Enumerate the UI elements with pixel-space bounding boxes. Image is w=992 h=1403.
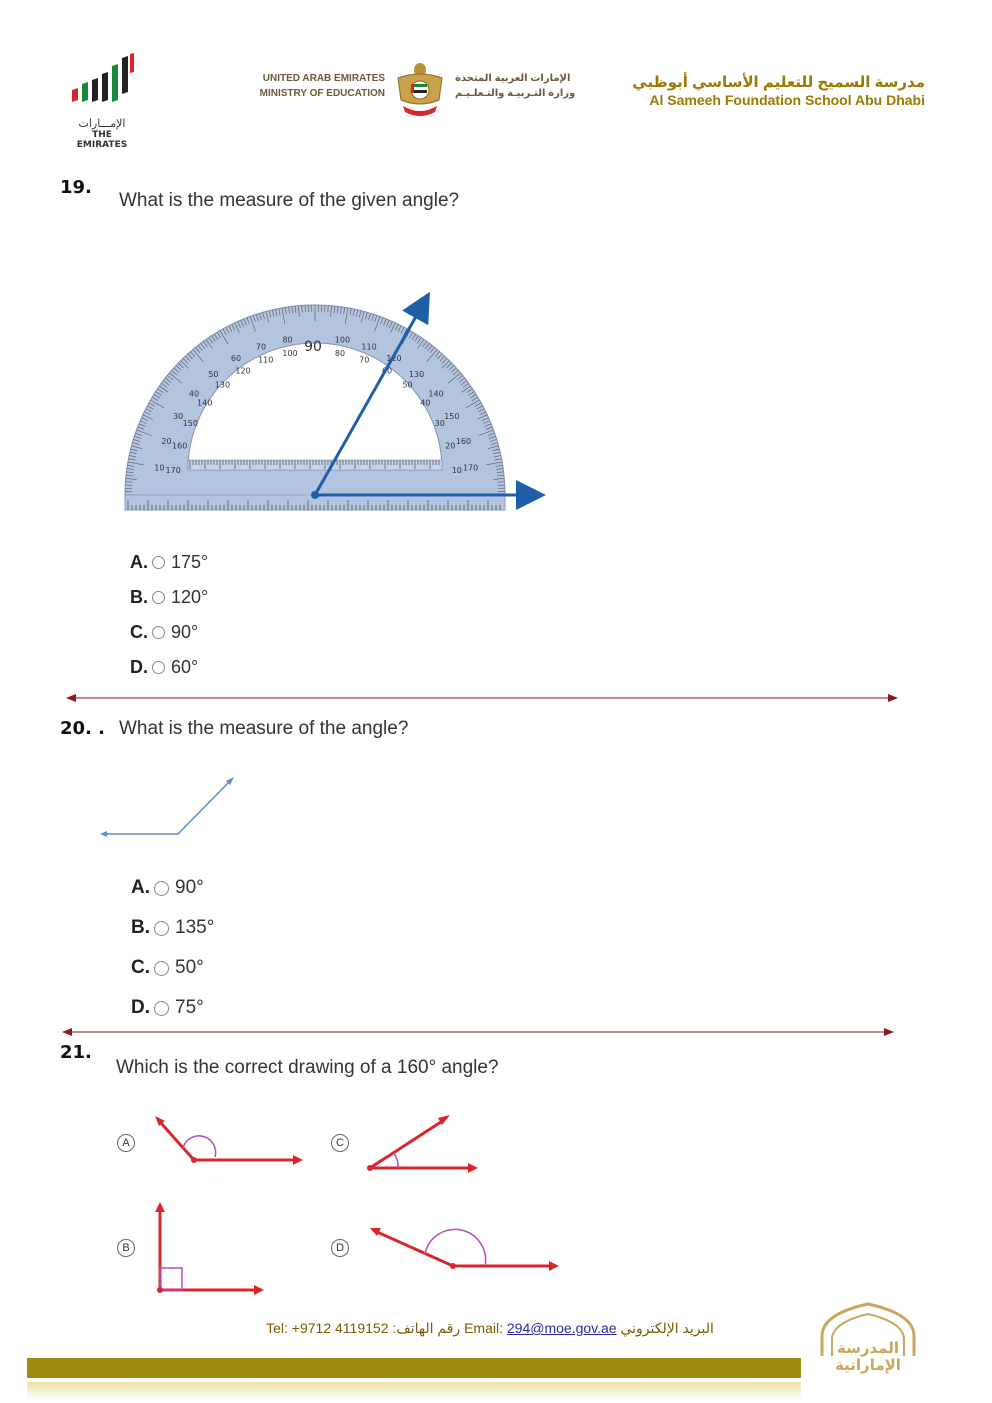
school-name-en: Al Sameeh Foundation School Abu Dhabi	[649, 92, 925, 108]
svg-text:110: 110	[361, 342, 377, 352]
school-logo-text: المدرسة الإماراتية	[835, 1340, 901, 1374]
radio-icon[interactable]	[152, 661, 165, 674]
protractor-figure	[120, 285, 560, 515]
q21-choice-c-drawing[interactable]	[360, 1110, 485, 1175]
q20-option-a[interactable]	[131, 868, 214, 908]
svg-text:40: 40	[188, 389, 200, 399]
q19-option-b[interactable]	[130, 580, 208, 615]
svg-text:40: 40	[420, 398, 431, 408]
q20-option-d[interactable]	[131, 988, 214, 1028]
footer-email-label: Email:	[464, 1320, 503, 1336]
q20-option-b[interactable]	[131, 908, 214, 948]
svg-text:20: 20	[161, 436, 172, 446]
option-value: 75°	[175, 997, 204, 1018]
ministry-en-line2: MINISTRY OF EDUCATION	[259, 88, 385, 99]
q21-choice-d-label[interactable]: D	[331, 1239, 349, 1257]
option-value: 60°	[171, 657, 199, 677]
svg-text:150: 150	[182, 419, 198, 428]
svg-text:50: 50	[402, 380, 413, 390]
q21-choice-c-label[interactable]: C	[331, 1134, 349, 1152]
option-value: 175°	[171, 552, 209, 572]
ministry-en	[250, 71, 385, 101]
option-letter: C.	[131, 957, 150, 978]
radio-icon[interactable]	[154, 881, 169, 896]
svg-text:140: 140	[197, 398, 213, 408]
ministry-en-line1: UNITED ARAB EMIRATES	[262, 73, 385, 84]
q21-choice-a-label[interactable]: A	[117, 1134, 135, 1152]
option-value: 90°	[171, 622, 199, 642]
radio-icon[interactable]	[152, 626, 165, 639]
option-letter: C.	[130, 622, 148, 642]
q21-choice-d-drawing[interactable]	[365, 1222, 565, 1277]
radio-icon[interactable]	[154, 961, 169, 976]
emirates-logo-en: THE EMIRATES	[76, 130, 128, 150]
q19-text: What is the measure of the given angle?	[119, 190, 460, 211]
radio-icon[interactable]	[154, 1001, 169, 1016]
falcon-emblem-icon	[395, 60, 445, 122]
q21-number: 21.	[60, 1042, 92, 1063]
option-letter: B.	[130, 587, 148, 607]
svg-text:10: 10	[154, 463, 165, 473]
svg-text:30: 30	[434, 419, 445, 428]
option-letter: A.	[130, 552, 148, 572]
school-name-ar: مدرسة السميح للتعليم الأساسي أبوظبي	[632, 74, 925, 91]
divider-line	[62, 1026, 894, 1038]
footer-contact	[240, 1320, 740, 1337]
radio-icon[interactable]	[152, 556, 165, 569]
footer-tel: Tel: +9712 4119152 :رقم الهاتف	[266, 1320, 461, 1336]
svg-text:70: 70	[359, 355, 370, 365]
option-letter: A.	[131, 877, 150, 898]
q20-angle-figure	[98, 775, 238, 841]
q19-options	[130, 545, 208, 685]
svg-text:170: 170	[165, 465, 181, 475]
svg-text:150: 150	[444, 412, 460, 421]
svg-text:70: 70	[255, 342, 267, 352]
svg-text:120: 120	[386, 354, 402, 364]
option-letter: B.	[131, 917, 150, 938]
svg-text:100: 100	[334, 335, 351, 345]
q19-option-d[interactable]	[130, 650, 208, 685]
protractor-diagram	[120, 285, 560, 515]
svg-text:20: 20	[445, 441, 456, 451]
footer-gradient-bar	[27, 1382, 801, 1400]
option-value: 90°	[175, 877, 204, 898]
option-letter: D.	[130, 657, 148, 677]
q20-text: What is the measure of the angle?	[119, 718, 409, 739]
q21-choice-a-drawing[interactable]	[150, 1112, 310, 1172]
q21-text: Which is the correct drawing of a 160° angle?	[116, 1057, 499, 1078]
svg-text:110: 110	[258, 355, 274, 365]
svg-text:160: 160	[172, 441, 188, 451]
uae-emblem	[395, 60, 445, 122]
emirates-logo-icon	[66, 52, 138, 112]
option-letter: D.	[131, 997, 150, 1018]
q21-choice-b-label[interactable]: B	[117, 1239, 135, 1257]
radio-icon[interactable]	[154, 921, 169, 936]
emirates-logo-ar: الإمـــارات	[78, 117, 126, 130]
svg-text:90: 90	[304, 339, 322, 355]
q20-number: 20. .	[60, 718, 105, 739]
ministry-ar-line2: وزارة التـربيـة والتـعلـيـم	[455, 88, 576, 99]
ministry-ar-line1: الإمارات العربية المتحدة	[455, 73, 571, 84]
svg-text:160: 160	[455, 436, 472, 446]
svg-text:80: 80	[334, 349, 346, 359]
q21-choice-b-drawing[interactable]	[148, 1198, 273, 1298]
footer-email-link[interactable]: 294@moe.gov.ae	[506, 1320, 617, 1336]
svg-text:140: 140	[428, 389, 444, 399]
svg-text:60: 60	[230, 354, 242, 364]
option-value: 50°	[175, 957, 204, 978]
svg-text:100: 100	[282, 349, 298, 359]
svg-text:50: 50	[208, 369, 219, 379]
ministry-ar	[455, 71, 590, 101]
option-value: 135°	[175, 917, 215, 938]
svg-text:10: 10	[451, 465, 462, 475]
svg-text:130: 130	[214, 380, 231, 390]
svg-text:30: 30	[173, 412, 184, 421]
option-value: 120°	[171, 587, 209, 607]
footer-email-ar: البريد الإلكتروني	[620, 1320, 714, 1336]
q19-option-c[interactable]	[130, 615, 208, 650]
q20-options	[131, 868, 214, 1028]
svg-text:130: 130	[408, 369, 425, 379]
emirati-school-logo	[812, 1300, 924, 1386]
q19-option-a[interactable]	[130, 545, 208, 580]
radio-icon[interactable]	[152, 591, 165, 604]
q20-option-c[interactable]	[131, 948, 214, 988]
svg-text:80: 80	[282, 335, 293, 345]
emirates-logo	[66, 52, 138, 150]
svg-text:170: 170	[462, 463, 479, 473]
divider-line	[66, 692, 898, 704]
svg-text:60: 60	[381, 366, 393, 376]
svg-text:120: 120	[235, 366, 251, 376]
q19-number: 19.	[60, 177, 92, 198]
footer-gold-bar	[27, 1358, 801, 1378]
